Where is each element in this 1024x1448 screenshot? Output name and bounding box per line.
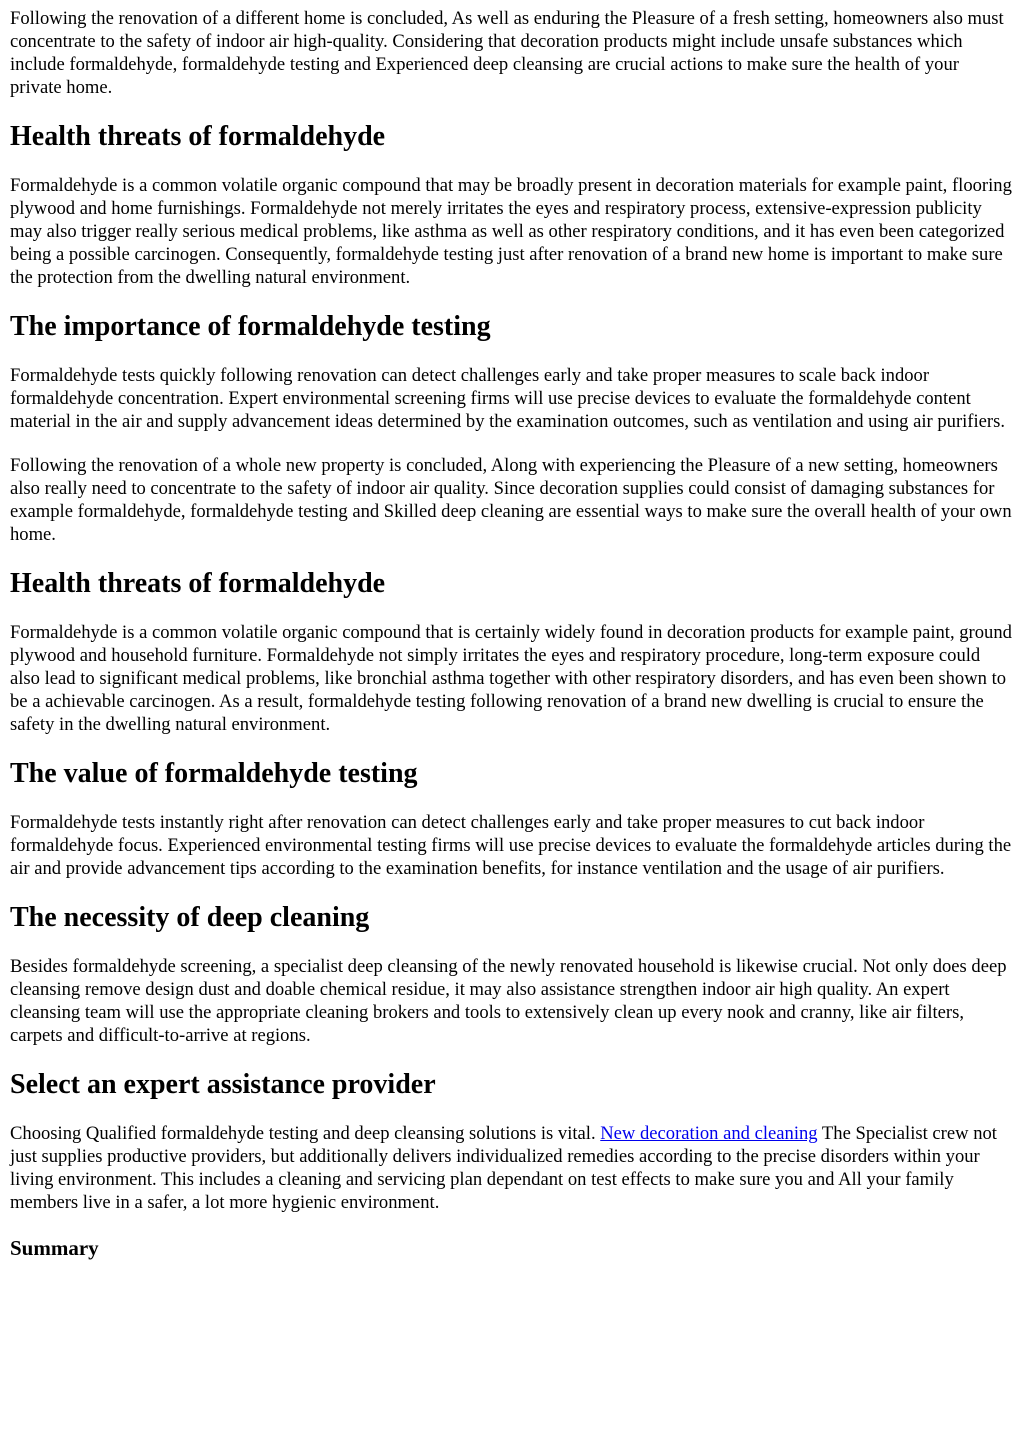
intro-paragraph: Following the renovation of a different home is concluded, As well as enduring the Pleasure of a fresh setting, homeowners also must concentrate to the safety of indoor air high-quality. Considering that decoration products might include unsafe substances which include formaldehyde, formaldehyde testing and Experienced deep cleansing are crucial actions to make sure the health of your private home. [10,8,1004,98]
provider-paragraph [10,1122,1014,1214]
section-paragraph: Formaldehyde is a common volatile organic compound that may be broadly present in decoration materials for example paint, flooring plywood and home furnishings. Formaldehyde not merely irritates the eyes and respiratory process, extensive-expression publicity may also trigger really serious medical problems, like asthma as well as other respiratory conditions, and it has even been categorized being a possible carcinogen. Consequently, formaldehyde testing just after renovation of a brand new home is important to make sure the protection from the dwelling natural environment. [10,175,1012,288]
section-heading: The value of formaldehyde testing [10,758,418,789]
section-heading: Health threats of formaldehyde [10,568,386,599]
section-heading: Health threats of formaldehyde [10,121,386,152]
section-heading: The necessity of deep cleaning [10,902,370,933]
section-paragraph: Formaldehyde tests instantly right after renovation can detect challenges early and take proper measures to cut back indoor formaldehyde focus. Experienced environmental testing firms will use precise devices to evaluate the formaldehyde articles during the air and provide advancement tips according to the examination benefits, for instance ventilation and the usage of air purifiers. [10,812,1012,879]
provider-text-after-link: The Specialist crew not just supplies productive providers, but additionally delivers individualized remedies according to the precise disorders within your living environment. This includes a cleaning and servicing plan dependant on test effects to make sure you and All your family members live in a safer, a lot more hygienic environment. [10,1123,997,1213]
section-paragraph: Besides formaldehyde screening, a specialist deep cleansing of the newly renovated household is likewise crucial. Not only does deep cleansing remove design dust and doable chemical residue, it may also assistance strengthen indoor air high quality. An expert cleansing team will use the appropriate cleaning brokers and tools to extensively clean up every nook and cranny, like air filters, carpets and difficult-to-arrive at regions. [10,956,1007,1046]
section-paragraph: Following the renovation of a whole new property is concluded, Along with experiencing the Pleasure of a new setting, homeowners also really need to concentrate to the safety of indoor air quality. Since decoration supplies could consist of damaging substances for example formaldehyde, formaldehyde testing and Skilled deep cleaning are essential ways to make sure the overall health of your own home. [10,455,1012,545]
section-heading: The importance of formaldehyde testing [10,311,491,342]
section-paragraph: Formaldehyde tests quickly following renovation can detect challenges early and take proper measures to scale back indoor formaldehyde concentration. Expert environmental screening firms will use precise devices to evaluate the formaldehyde content material in the air and supply advancement ideas determined by the examination outcomes, such as ventilation and using air purifiers. [10,365,1005,432]
summary-heading: Summary [10,1236,99,1260]
section-paragraph: Formaldehyde is a common volatile organic compound that is certainly widely found in decoration products for example paint, ground plywood and household furniture. Formaldehyde not simply irritates the eyes and respiratory procedure, long-term exposure could also lead to significant medical problems, like bronchial asthma together with other respiratory disorders, and has even been shown to be a achievable carcinogen. As a result, formaldehyde testing following renovation of a brand new dwelling is crucial to ensure the safety in the dwelling natural environment. [10,622,1012,735]
provider-heading: Select an expert assistance provider [10,1069,436,1100]
provider-text-before-link: Choosing Qualified formaldehyde testing and deep cleansing solutions is vital. [10,1123,601,1144]
new-decoration-cleaning-link[interactable]: New decoration and cleaning [600,1123,818,1144]
